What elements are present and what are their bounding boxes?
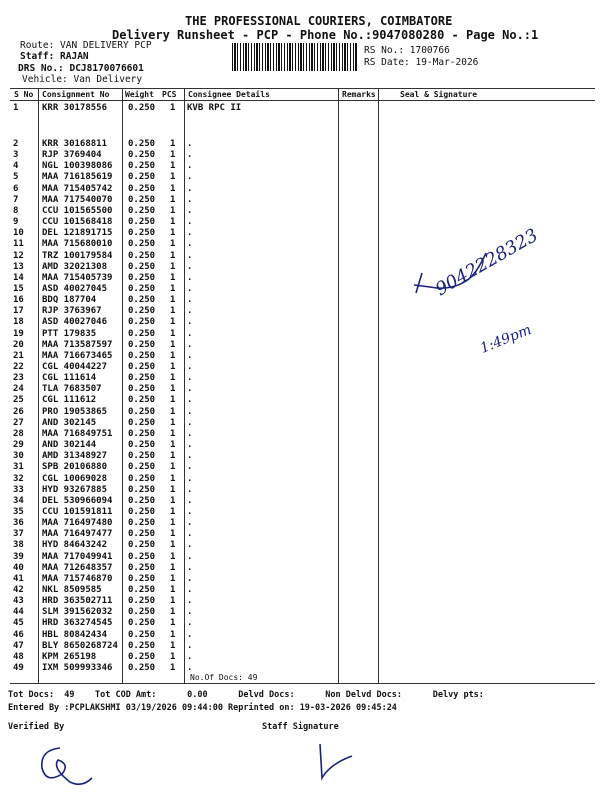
col-header-remarks: Remarks xyxy=(342,90,376,99)
consignment-number: BLY 8650268724 xyxy=(42,640,118,651)
consignee-details: . xyxy=(187,328,193,339)
pieces: 1 xyxy=(170,585,176,595)
weight: 0.250 xyxy=(128,384,156,395)
barcode xyxy=(232,43,358,71)
col-header-pcs: PCS xyxy=(162,90,177,99)
consignee-details: . xyxy=(187,350,193,361)
consignment-number: ASD 40027046 xyxy=(42,317,108,328)
consignee-details: . xyxy=(187,239,193,250)
consignee-details: . xyxy=(187,161,193,172)
consignment-number: MAA 715405739 xyxy=(42,272,113,283)
weight: 0.250 xyxy=(128,183,156,194)
pieces: 1 xyxy=(170,150,176,161)
consignment-number: IXM 509993346 xyxy=(42,663,113,674)
serial-number: 49 xyxy=(13,663,24,674)
consignee-details: . xyxy=(187,395,193,406)
serial-number: 3 xyxy=(13,150,19,161)
consignee-details: . xyxy=(187,139,193,149)
consignee-details: . xyxy=(187,451,193,462)
weight: 0.250 xyxy=(128,272,156,283)
pieces: 1 xyxy=(170,428,176,439)
consignment-number: HYD 93267885 xyxy=(42,484,108,495)
weight: 0.250 xyxy=(128,406,156,417)
weight: 0.250 xyxy=(128,205,156,216)
consignment-number: MAA 716497477 xyxy=(42,529,113,540)
consignment-number: HBL 80842434 xyxy=(42,629,108,640)
col-header-weight: Weight xyxy=(125,90,154,99)
pieces: 1 xyxy=(170,339,176,350)
consignee-details: . xyxy=(187,506,193,517)
weight: 0.250 xyxy=(128,161,156,172)
serial-number: 4 xyxy=(13,161,19,172)
consignee-details: . xyxy=(187,205,193,216)
pieces: 1 xyxy=(170,651,176,662)
consignee-details: . xyxy=(187,562,193,573)
serial-number: 31 xyxy=(13,462,24,473)
consignment-number: MAA 716497480 xyxy=(42,518,113,529)
consignee-details: . xyxy=(187,406,193,417)
weight: 0.250 xyxy=(128,551,156,562)
serial-number: 14 xyxy=(13,272,24,283)
pieces: 1 xyxy=(170,295,176,306)
consignee-details: . xyxy=(187,250,193,261)
no-of-docs: No.Of Docs: 49 xyxy=(190,673,258,682)
consignment-number: KRR 30178556 xyxy=(42,103,108,113)
serial-number: 38 xyxy=(13,540,24,551)
consignee-details: . xyxy=(187,384,193,395)
consignee-details: . xyxy=(187,573,193,584)
consignment-number: NKL 8509585 xyxy=(42,585,102,595)
serial-number: 25 xyxy=(13,395,24,406)
weight: 0.250 xyxy=(128,217,156,228)
consignee-details: . xyxy=(187,495,193,506)
company-name: THE PROFESSIONAL COURIERS, COIMBATORE xyxy=(185,14,453,28)
pieces: 1 xyxy=(170,250,176,261)
consignment-number: HRD 363274545 xyxy=(42,618,113,629)
col-header-consignee: Consignee Details xyxy=(188,90,270,99)
weight: 0.250 xyxy=(128,518,156,529)
handwritten-phone: 9042228323 xyxy=(432,224,542,301)
consignment-number: AMD 31348927 xyxy=(42,451,108,462)
col-divider xyxy=(122,88,123,683)
consignment-number: MAA 716185619 xyxy=(42,172,113,183)
verified-by-label: Verified By xyxy=(8,722,65,732)
serial-number: 43 xyxy=(13,596,24,607)
consignee-details: . xyxy=(187,283,193,294)
serial-number: 11 xyxy=(13,239,24,250)
rs-date: RS Date: 19-Mar-2026 xyxy=(364,57,479,68)
serial-number: 44 xyxy=(13,607,24,618)
consignee-details: . xyxy=(187,640,193,651)
weight: 0.250 xyxy=(128,473,156,484)
weight: 0.250 xyxy=(128,261,156,272)
consignee-details: . xyxy=(187,518,193,529)
consignee-details: . xyxy=(187,629,193,640)
pieces: 1 xyxy=(170,540,176,551)
pieces: 1 xyxy=(170,373,176,384)
consignee-details: . xyxy=(187,651,193,662)
pieces: 1 xyxy=(170,395,176,406)
consignee-details: . xyxy=(187,339,193,350)
serial-number: 7 xyxy=(13,194,19,205)
pieces: 1 xyxy=(170,529,176,540)
weight: 0.250 xyxy=(128,295,156,306)
consignment-number: TLA 7683507 xyxy=(42,384,102,395)
consignment-number: CCU 101565500 xyxy=(42,205,113,216)
pieces: 1 xyxy=(170,217,176,228)
weight: 0.250 xyxy=(128,484,156,495)
consignee-details: . xyxy=(187,373,193,384)
consignee-details: . xyxy=(187,295,193,306)
serial-number: 1 xyxy=(13,103,19,113)
pieces: 1 xyxy=(170,205,176,216)
serial-number: 10 xyxy=(13,228,24,239)
weight: 0.250 xyxy=(128,417,156,428)
vehicle-label: Vehicle: Van Delivery xyxy=(22,74,143,85)
col-header-sno: S No xyxy=(14,90,34,99)
header-bottom-border xyxy=(10,100,595,101)
pieces: 1 xyxy=(170,261,176,272)
pieces: 1 xyxy=(170,607,176,618)
serial-number: 22 xyxy=(13,362,24,372)
serial-number: 15 xyxy=(13,283,24,294)
weight: 0.250 xyxy=(128,172,156,183)
weight: 0.250 xyxy=(128,596,156,607)
rs-number: RS No.: 1700766 xyxy=(364,45,450,56)
consignment-number: MAA 715746870 xyxy=(42,573,113,584)
weight: 0.250 xyxy=(128,629,156,640)
consignment-number: MAA 716673465 xyxy=(42,350,113,361)
route-label: Route: VAN DELIVERY PCP xyxy=(20,40,152,51)
consignment-number: BDQ 187704 xyxy=(42,295,97,306)
consignee-details: . xyxy=(187,540,193,551)
consignee-details: . xyxy=(187,228,193,239)
handwritten-time: 1:49pm xyxy=(478,321,534,357)
consignee-details: . xyxy=(187,183,193,194)
serial-number: 37 xyxy=(13,529,24,540)
consignment-number: SLM 391562032 xyxy=(42,607,113,618)
serial-number: 27 xyxy=(13,417,24,428)
serial-number: 33 xyxy=(13,484,24,495)
consignment-number: SPB 20106880 xyxy=(42,462,108,473)
serial-number: 20 xyxy=(13,339,24,350)
pieces: 1 xyxy=(170,306,176,317)
pieces: 1 xyxy=(170,596,176,607)
consignee-details: . xyxy=(187,618,193,629)
pieces: 1 xyxy=(170,283,176,294)
pieces: 1 xyxy=(170,362,176,372)
consignee-details: . xyxy=(187,462,193,473)
consignment-number: AND 302145 xyxy=(42,417,97,428)
staff-signature xyxy=(300,738,370,788)
serial-number: 9 xyxy=(13,217,19,228)
serial-number: 47 xyxy=(13,640,24,651)
serial-number: 48 xyxy=(13,651,24,662)
col-divider xyxy=(378,88,379,683)
pieces: 1 xyxy=(170,451,176,462)
consignee-details: . xyxy=(187,272,193,283)
consignee-details: KVB RPC II xyxy=(187,103,242,113)
serial-number: 45 xyxy=(13,618,24,629)
consignment-number: NGL 100398086 xyxy=(42,161,113,172)
consignment-number: MAA 715680010 xyxy=(42,239,113,250)
consignment-number: RJP 3769404 xyxy=(42,150,102,161)
serial-number: 26 xyxy=(13,406,24,417)
col-divider xyxy=(38,88,39,683)
pieces: 1 xyxy=(170,350,176,361)
consignment-number: HRD 363502711 xyxy=(42,596,113,607)
weight: 0.250 xyxy=(128,239,156,250)
serial-number: 19 xyxy=(13,328,24,339)
weight: 0.250 xyxy=(128,150,156,161)
pieces: 1 xyxy=(170,484,176,495)
weight: 0.250 xyxy=(128,306,156,317)
pieces: 1 xyxy=(170,139,176,149)
pieces: 1 xyxy=(170,384,176,395)
col-divider xyxy=(338,88,339,683)
weight: 0.250 xyxy=(128,373,156,384)
consignee-details: . xyxy=(187,529,193,540)
weight: 0.250 xyxy=(128,339,156,350)
serial-number: 17 xyxy=(13,306,24,317)
pieces: 1 xyxy=(170,440,176,451)
serial-number: 8 xyxy=(13,205,19,216)
consignee-details: . xyxy=(187,596,193,607)
pieces: 1 xyxy=(170,239,176,250)
drs-number: DRS No.: DCJ8170076601 xyxy=(18,63,144,74)
consignee-details: . xyxy=(187,585,193,595)
pieces: 1 xyxy=(170,161,176,172)
serial-number: 21 xyxy=(13,350,24,361)
weight: 0.250 xyxy=(128,562,156,573)
pieces: 1 xyxy=(170,272,176,283)
weight: 0.250 xyxy=(128,506,156,517)
pieces: 1 xyxy=(170,551,176,562)
consignee-details: . xyxy=(187,194,193,205)
consignee-details: . xyxy=(187,551,193,562)
serial-number: 13 xyxy=(13,261,24,272)
consignee-details: . xyxy=(187,306,193,317)
consignee-details: . xyxy=(187,428,193,439)
weight: 0.250 xyxy=(128,350,156,361)
serial-number: 6 xyxy=(13,183,19,194)
serial-number: 12 xyxy=(13,250,24,261)
weight: 0.250 xyxy=(128,283,156,294)
weight: 0.250 xyxy=(128,395,156,406)
weight: 0.250 xyxy=(128,540,156,551)
pieces: 1 xyxy=(170,473,176,484)
consignee-details: . xyxy=(187,362,193,372)
consignment-number: MAA 717049941 xyxy=(42,551,113,562)
consignment-number: PRO 19053865 xyxy=(42,406,108,417)
serial-number: 39 xyxy=(13,551,24,562)
staff-signature-label: Staff Signature xyxy=(262,722,339,732)
consignment-number: MAA 715405742 xyxy=(42,183,113,194)
consignment-number: MAA 712648357 xyxy=(42,562,113,573)
consignment-number: ASD 40027045 xyxy=(42,283,108,294)
pieces: 1 xyxy=(170,518,176,529)
serial-number: 34 xyxy=(13,495,24,506)
pieces: 1 xyxy=(170,462,176,473)
weight: 0.250 xyxy=(128,573,156,584)
pieces: 1 xyxy=(170,495,176,506)
weight: 0.250 xyxy=(128,640,156,651)
verifier-signature xyxy=(30,738,100,793)
consignee-details: . xyxy=(187,417,193,428)
consignee-details: . xyxy=(187,317,193,328)
consignment-number: RJP 3763967 xyxy=(42,306,102,317)
serial-number: 29 xyxy=(13,440,24,451)
consignment-number: DEL 530966094 xyxy=(42,495,113,506)
col-divider xyxy=(184,88,185,683)
pieces: 1 xyxy=(170,640,176,651)
weight: 0.250 xyxy=(128,585,156,595)
consignment-number: CCU 101568418 xyxy=(42,217,113,228)
table-bottom-border xyxy=(10,683,595,684)
weight: 0.250 xyxy=(128,328,156,339)
consignment-number: CGL 40044227 xyxy=(42,362,108,372)
consignment-number: DEL 121891715 xyxy=(42,228,113,239)
weight: 0.250 xyxy=(128,440,156,451)
runsheet-title: Delivery Runsheet - PCP - Phone No.:9047080280 - Page No.:1 xyxy=(112,28,539,42)
weight: 0.250 xyxy=(128,495,156,506)
consignment-number: MAA 716849751 xyxy=(42,428,113,439)
consignment-number: MAA 717540070 xyxy=(42,194,113,205)
serial-number: 30 xyxy=(13,451,24,462)
weight: 0.250 xyxy=(128,250,156,261)
consignment-number: AMD 32021308 xyxy=(42,261,108,272)
totals-line: Tot Docs: 49 Tot COD Amt: 0.00 Delvd Docs: Non Delvd Docs: Delvy pts: xyxy=(8,690,484,700)
pieces: 1 xyxy=(170,317,176,328)
consignment-number: KRR 30168811 xyxy=(42,139,108,149)
weight: 0.250 xyxy=(128,139,156,149)
weight: 0.250 xyxy=(128,462,156,473)
serial-number: 24 xyxy=(13,384,24,395)
pieces: 1 xyxy=(170,194,176,205)
consignment-number: CGL 111612 xyxy=(42,395,97,406)
weight: 0.250 xyxy=(128,651,156,662)
serial-number: 28 xyxy=(13,428,24,439)
weight: 0.250 xyxy=(128,607,156,618)
weight: 0.250 xyxy=(128,618,156,629)
pieces: 1 xyxy=(170,618,176,629)
consignee-details: . xyxy=(187,663,193,674)
pieces: 1 xyxy=(170,573,176,584)
col-header-consignment: Consignment No xyxy=(42,90,110,99)
consignment-number: KPM 265198 xyxy=(42,651,97,662)
consignment-number: CGL 111614 xyxy=(42,373,97,384)
consignee-details: . xyxy=(187,172,193,183)
pieces: 1 xyxy=(170,562,176,573)
pieces: 1 xyxy=(170,172,176,183)
consignment-number: MAA 713587597 xyxy=(42,339,113,350)
pieces: 1 xyxy=(170,228,176,239)
pieces: 1 xyxy=(170,103,176,113)
consignment-number: HYD 84643242 xyxy=(42,540,108,551)
consignee-details: . xyxy=(187,484,193,495)
serial-number: 35 xyxy=(13,506,24,517)
consignment-number: AND 302144 xyxy=(42,440,97,451)
entered-by-line: Entered By :PCPLAKSHMI 03/19/2026 09:44:00 Reprinted on: 19-03-2026 09:45:24 xyxy=(8,703,397,713)
consignment-number: PTT 179835 xyxy=(42,328,97,339)
weight: 0.250 xyxy=(128,451,156,462)
weight: 0.250 xyxy=(128,362,156,372)
consignee-details: . xyxy=(187,217,193,228)
serial-number: 18 xyxy=(13,317,24,328)
serial-number: 2 xyxy=(13,139,19,149)
weight: 0.250 xyxy=(128,194,156,205)
pieces: 1 xyxy=(170,663,176,674)
pieces: 1 xyxy=(170,506,176,517)
serial-number: 46 xyxy=(13,629,24,640)
consignment-number: TRZ 100179584 xyxy=(42,250,113,261)
weight: 0.250 xyxy=(128,317,156,328)
consignee-details: . xyxy=(187,607,193,618)
pieces: 1 xyxy=(170,417,176,428)
serial-number: 36 xyxy=(13,518,24,529)
weight: 0.250 xyxy=(128,663,156,674)
serial-number: 32 xyxy=(13,473,24,484)
pieces: 1 xyxy=(170,629,176,640)
serial-number: 42 xyxy=(13,585,24,595)
table-top-border xyxy=(10,88,595,89)
consignment-number: CGL 10069028 xyxy=(42,473,108,484)
consignment-number: CCU 101591811 xyxy=(42,506,113,517)
weight: 0.250 xyxy=(128,428,156,439)
consignee-details: . xyxy=(187,473,193,484)
pieces: 1 xyxy=(170,406,176,417)
consignee-details: . xyxy=(187,440,193,451)
staff-label: Staff: RAJAN xyxy=(20,51,89,62)
consignee-details: . xyxy=(187,150,193,161)
serial-number: 40 xyxy=(13,562,24,573)
serial-number: 16 xyxy=(13,295,24,306)
weight: 0.250 xyxy=(128,529,156,540)
serial-number: 41 xyxy=(13,573,24,584)
col-header-signature: Seal & Signature xyxy=(400,90,478,99)
weight: 0.250 xyxy=(128,228,156,239)
consignee-details: . xyxy=(187,261,193,272)
weight: 0.250 xyxy=(128,103,156,113)
pieces: 1 xyxy=(170,183,176,194)
serial-number: 5 xyxy=(13,172,19,183)
pieces: 1 xyxy=(170,328,176,339)
serial-number: 23 xyxy=(13,373,24,384)
